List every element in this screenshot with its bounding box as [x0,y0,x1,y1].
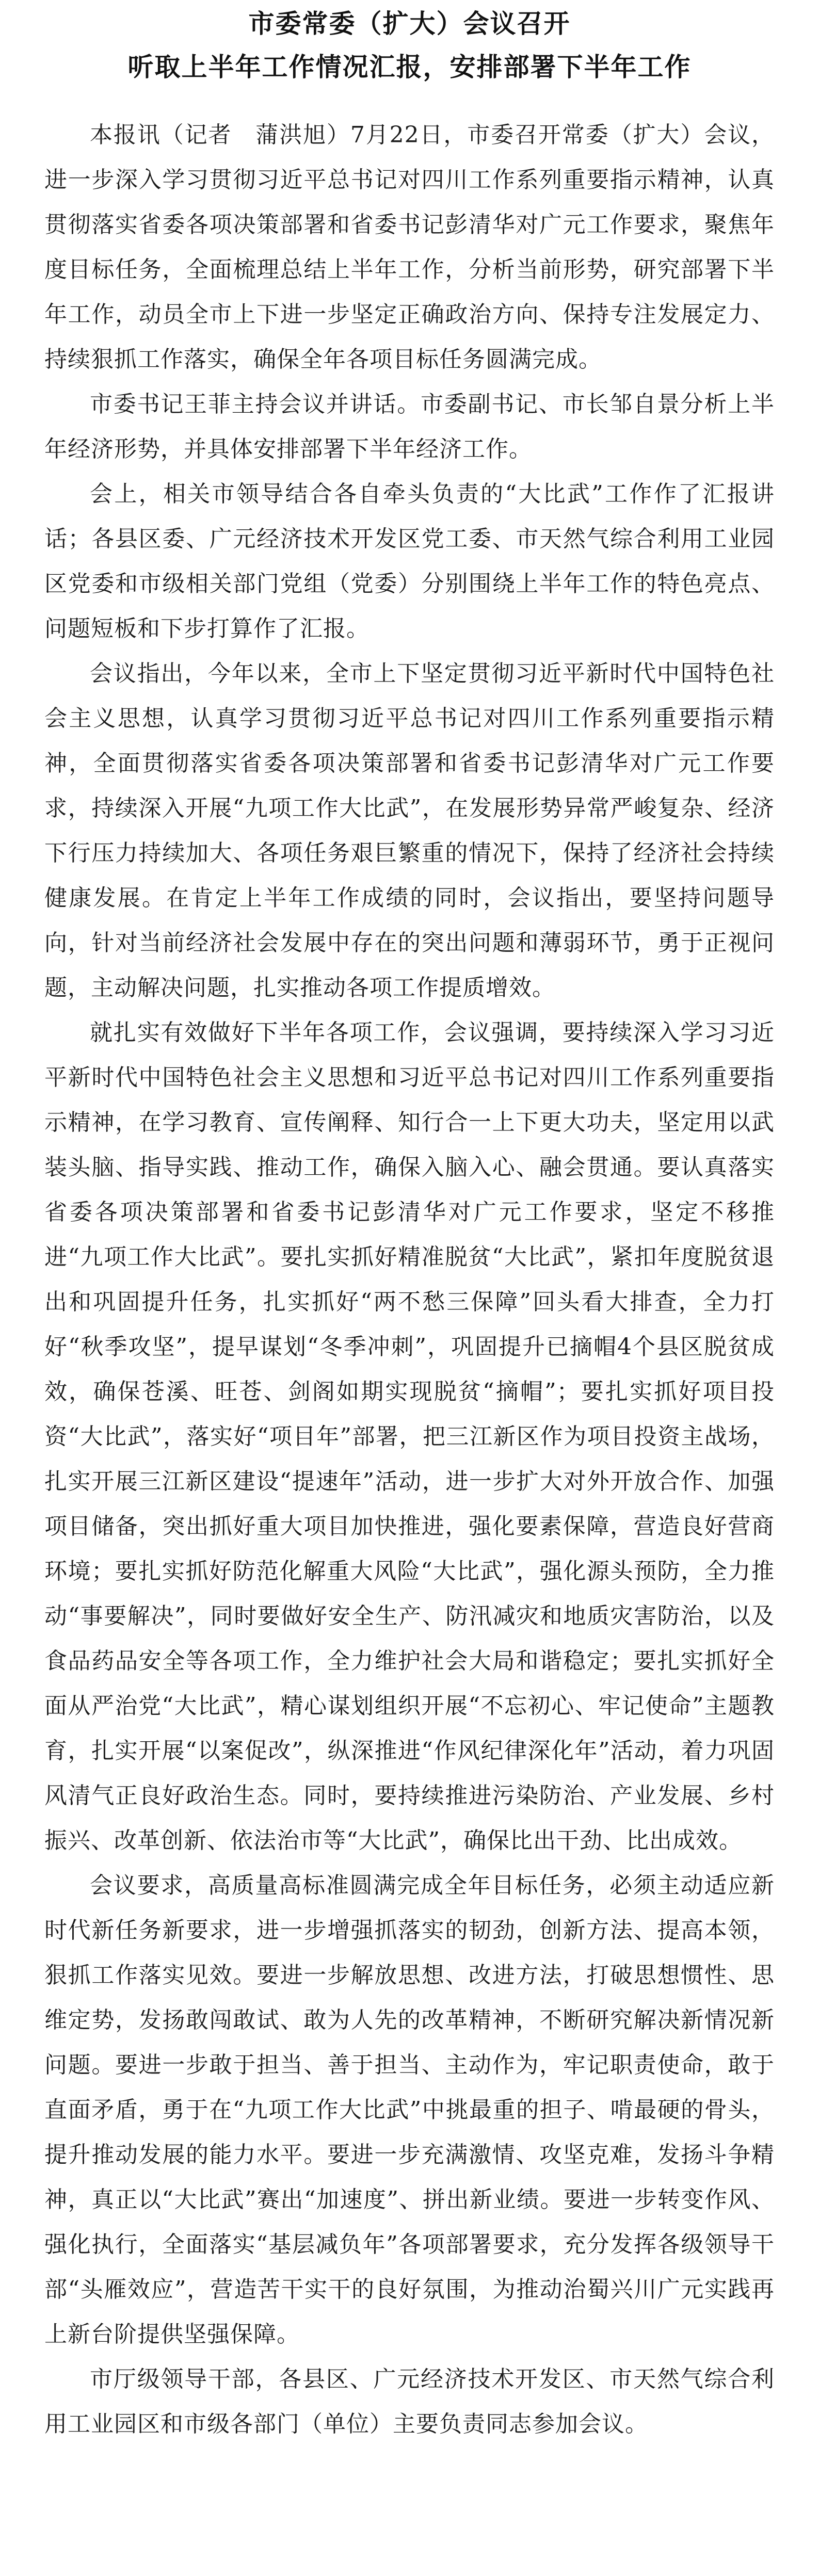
paragraph-lead: 本报讯（记者 蒲洪旭）7月22日，市委召开常委（扩大）会议，进一步深入学习贯彻习近平总书记对四川工作系列重要指示精神，认真贯彻落实省委各项决策部署和省委书记彭清华对广元工作要求，聚焦年度目标任务，全面梳理总结上半年工作，分析当前形势，研究部署下半年工作，动员全市上下进一步坚定正确政治方向、保持专注发展定力、持续狠抓工作落实，确保全年各项目标任务圆满完成。 [44,122,775,372]
paragraph-meeting-emphasized: 就扎实有效做好下半年各项工作，会议强调，要持续深入学习习近平新时代中国特色社会主义思想和习近平总书记对四川工作系列重要指示精神，在学习教育、宣传阐释、知行合一上下更大功夫，坚定用以武装头脑、指导实践、推动工作，确保入脑入心、融会贯通。要认真落实省委各项决策部署和省委书记彭清华对广元工作要求，坚定不移推进“九项工作大比武”。要扎实抓好精准脱贫“大比武”，紧扣年度脱贫退出和巩固提升任务，扎实抓好“两不愁三保障”回头看大排查，全力打好“秋季攻坚”，提早谋划“冬季冲刺”，巩固提升已摘帽4个县区脱贫成效，确保苍溪、旺苍、剑阁如期实现脱贫“摘帽”；要扎实抓好项目投资“大比武”，落实好“项目年”部署，把三江新区作为项目投资主战场，扎实开展三江新区建设“提速年”活动，进一步扩大对外开放合作、加强项目储备，突出抓好重大项目加快推进，强化要素保障，营造良好营商环境；要扎实抓好防范化解重大风险“大比武”，强化源头预防，全力推动“事要解决”，同时要做好安全生产、防汛减灾和地质灾害防治，以及食品药品安全等各项工作，全力维护社会大局和谐稳定；要扎实抓好全面从严治党“大比武”，精心谋划组织开展“不忘初心、牢记使命”主题教育，扎实开展“以案促改”，纵深推进“作风纪律深化年”活动，着力巩固风清气正良好政治生态。同时，要持续推进污染防治、产业发展、乡村振兴、改革创新、依法治市等“大比武”，确保比出干劲、比出成效。 [44,1019,775,1854]
paragraph-attendees: 市厅级领导干部，各县区、广元经济技术开发区、市天然气综合利用工业园区和市级各部门（单位）主要负责同志参加会议。 [44,2366,775,2437]
paragraph-reports: 会上，相关市领导结合各自牵头负责的“大比武”工作作了汇报讲话；各县区委、广元经济技术开发区党工委、市天然气综合利用工业园区党委和市级相关部门党组（党委）分别围绕上半年工作的特色亮点、问题短板和下步打算作了汇报。 [44,481,775,642]
article-body [44,112,775,2447]
paragraph-chair: 市委书记王菲主持会议并讲话。市委副书记、市长邹自景分析上半年经济形势，并具体安排部署下半年经济工作。 [44,391,775,462]
headline-subtitle: 听取上半年工作情况汇报，安排部署下半年工作 [127,52,692,82]
paragraph-meeting-noted: 会议指出，今年以来，全市上下坚定贯彻习近平新时代中国特色社会主义思想，认真学习贯彻习近平总书记对四川工作系列重要指示精神，全面贯彻落实省委各项决策部署和省委书记彭清华对广元工作要求，持续深入开展“九项工作大比武”，在发展形势异常严峻复杂、经济下行压力持续加大、各项任务艰巨繁重的情况下，保持了经济社会持续健康发展。在肯定上半年工作成绩的同时，会议指出，要坚持问题导向，针对当前经济社会发展中存在的突出问题和薄弱环节，勇于正视问题，主动解决问题，扎实推动各项工作提质增效。 [44,660,775,1001]
paragraph-meeting-required: 会议要求，高质量高标准圆满完成全年目标任务，必须主动适应新时代新任务新要求，进一步增强抓落实的韧劲，创新方法、提高本领，狠抓工作落实见效。要进一步解放思想、改进方法，打破思想惯性、思维定势，发扬敢闯敢试、敢为人先的改革精神，不断研究解决新情况新问题。要进一步敢于担当、善于担当、主动作为，牢记职责使命，敢于直面矛盾，勇于在“九项工作大比武”中挑最重的担子、啃最硬的骨头，提升推动发展的能力水平。要进一步充满激情、攻坚克难，发扬斗争精神，真正以“大比武”赛出“加速度”、拼出新业绩。要进一步转变作风、强化执行，全面落实“基层减负年”各项部署要求，充分发挥各级领导干部“头雁效应”，营造苦干实干的良好氛围，为推动治蜀兴川广元实践再上新台阶提供坚强保障。 [44,1872,775,2347]
headline-main: 市委常委（扩大）会议召开 [248,8,571,39]
